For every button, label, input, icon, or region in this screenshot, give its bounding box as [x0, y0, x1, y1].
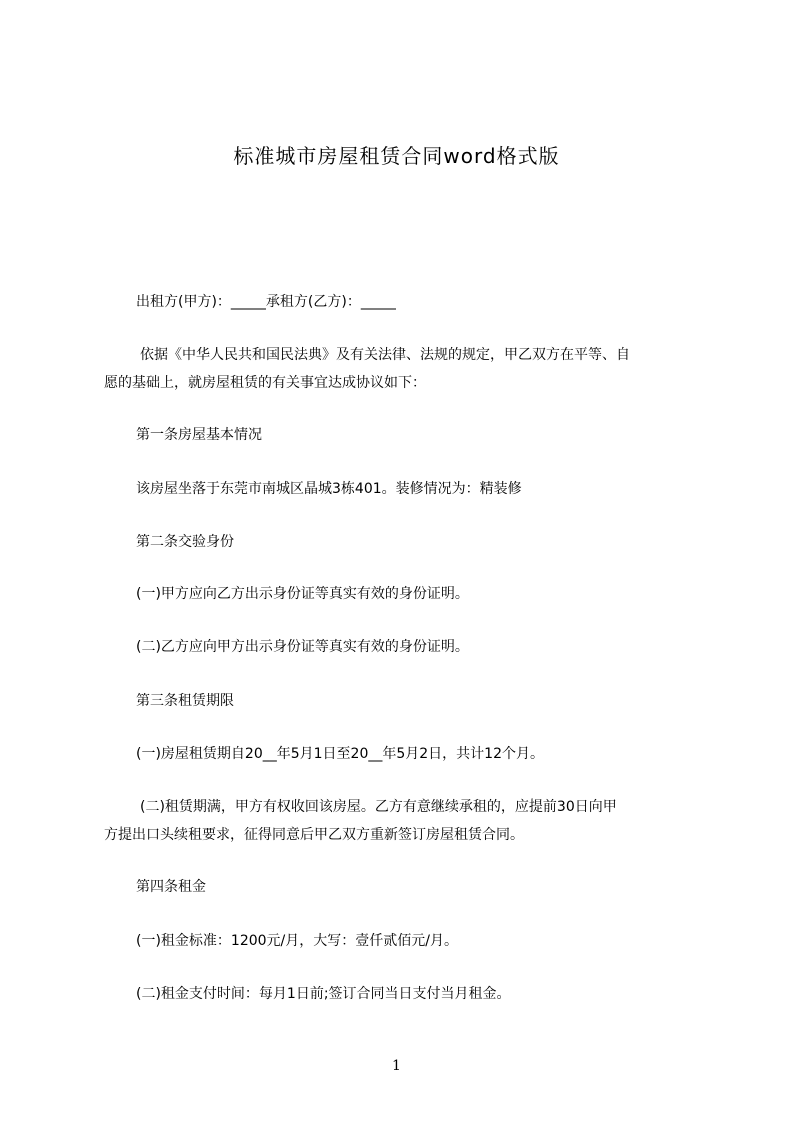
article-3-item-1: (一)房屋租赁期自20__年5月1日至20__年5月2日，共计12个月。	[136, 746, 544, 762]
article-4-item-2: (二)租金支付时间：每月1日前;签订合同当日支付当月租金。	[136, 986, 511, 1002]
article-4-heading: 第四条租金	[136, 879, 206, 895]
article-2-item-1: (一)甲方应向乙方出示身份证等真实有效的身份证明。	[136, 586, 469, 602]
article-4-item-1: (一)租金标准：1200元/月，大写：壹仟贰佰元/月。	[136, 933, 458, 949]
article-1-heading: 第一条房屋基本情况	[136, 427, 262, 443]
page-number: 1	[392, 1058, 401, 1074]
article-3-item-2-line-1: (二)租赁期满，甲方有权收回该房屋。乙方有意继续承租的，应提前30日向甲	[140, 799, 617, 815]
article-1-text: 该房屋坐落于东莞市南城区晶城3栋401。装修情况为：精装修	[136, 481, 522, 497]
article-3-heading: 第三条租赁期限	[136, 693, 234, 709]
article-3-item-2-line-2: 方提出口头续租要求，征得同意后甲乙双方重新签订房屋租赁合同。	[104, 827, 524, 843]
parties-line: 出租方(甲方)：_____承租方(乙方)：_____	[136, 294, 396, 310]
intro-paragraph-line-2: 愿的基础上，就房屋租赁的有关事宜达成协议如下：	[104, 375, 426, 391]
intro-paragraph-line-1: 依据《中华人民共和国民法典》及有关法律、法规的规定，甲乙双方在平等、自	[140, 347, 630, 363]
article-2-item-2: (二)乙方应向甲方出示身份证等真实有效的身份证明。	[136, 639, 469, 655]
article-2-heading: 第二条交验身份	[136, 534, 234, 550]
document-title: 标准城市房屋租赁合同word格式版	[233, 144, 560, 168]
